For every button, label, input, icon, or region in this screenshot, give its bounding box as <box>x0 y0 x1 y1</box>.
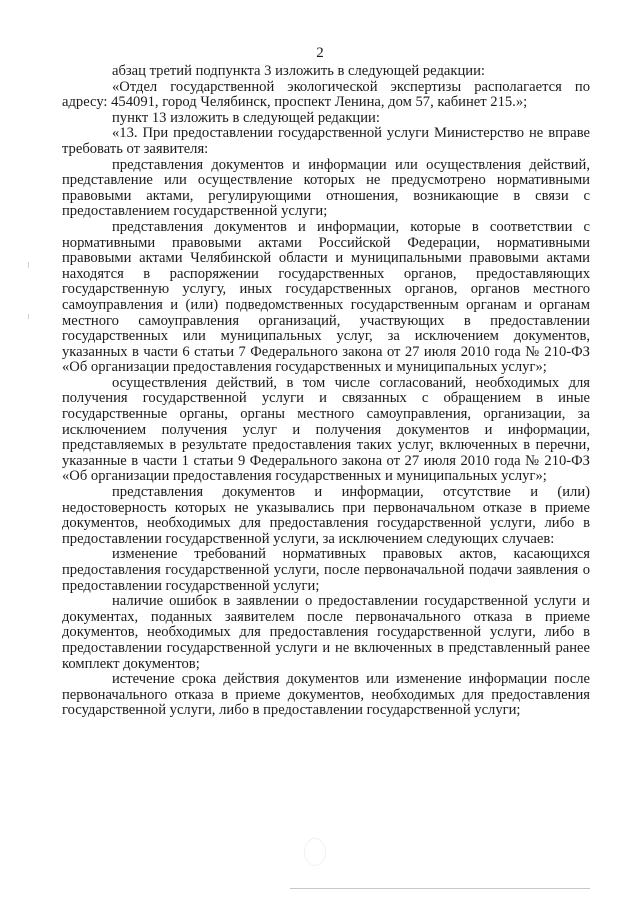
paragraph-11: истечение срока действия документов или изменение информации после первоначального отказа в приеме документов, необходимых для предоставления государственной услуги, либо в предоставлении государственной услуги; <box>62 671 590 719</box>
page-number: 2 <box>316 45 324 61</box>
paragraph-3: пункт 13 изложить в следующей редакции: <box>112 109 380 126</box>
scan-mark <box>28 314 29 319</box>
stamp-smudge <box>304 838 326 866</box>
paragraph-1: абзац третий подпункта 3 изложить в следующей редакции: <box>112 63 485 79</box>
paragraph-5: представления документов и информации или осуществления действий, представление или осуществление которых не предусмотрено нормативными правовыми актами, регулирующими отношения, возникающие в связи с предоставлением государственной услуги; <box>62 156 590 220</box>
scan-mark <box>28 262 29 268</box>
paragraph-6: представления документов и информации, которые в соответствии с нормативными правовыми актами Российской Федерации, нормативными правовыми актами Челябинской области и муниципальными правовыми актами находятся в распоряжении государственных органов, предоставляющих государственную услугу, иных государственных органов, органов местного самоуправления и (или) подведомственных государственным органам и органам местного самоуправления организаций, участвующих в предоставлении государственных или муниципальных услуг, за исключением документов, указанных в части 6 статьи 7 Федерального закона от 27 июля 2010 года № 210-ФЗ «Об организации предоставления государственных и муниципальных услуг»; <box>62 218 590 376</box>
paragraph-2: «Отдел государственной экологической экспертизы располагается по адресу: 454091, город Челябинск, проспект Ленина, дом 57, кабинет 215.»; <box>62 78 590 111</box>
paragraph-4: «13. При предоставлении государственной услуги Министерство не вправе требовать от заявителя: <box>62 125 590 157</box>
body-text <box>62 64 590 719</box>
paragraph-8: представления документов и информации, отсутствие и (или) недостоверность которых не указывались при первоначальном отказе в приеме документов, необходимых для предоставления государственной услуги, либо в предоставлении государственной услуги, за исключением следующих случаев: <box>62 484 590 547</box>
footer-rule <box>290 888 590 889</box>
paragraph-9: изменение требований нормативных правовых актов, касающихся предоставления государственной услуги, после первоначальной подачи заявления о предоставлении государственной услуги; <box>62 546 590 594</box>
paragraph-7: осуществления действий, в том числе согласований, необходимых для получения государственной услуги и связанных с обращением в иные государственные органы, органы местного самоуправления, организации, за исключением получения услуг и получения документов и информации, представляемых в результате предоставления таких услуг, включенных в перечни, указанные в части 1 статьи 9 Федерального закона от 27 июля 2010 года № 210-ФЗ «Об организации предоставления государственных и муниципальных услуг»; <box>62 374 590 485</box>
paragraph-10: наличие ошибок в заявлении о предоставлении государственной услуги и документах, поданных заявителем после первоначального отказа в приеме документов, необходимых для предоставления государственной услуги, либо в предоставлении государственной услуги и не включенных в представленный ранее комплект документов; <box>62 593 590 672</box>
